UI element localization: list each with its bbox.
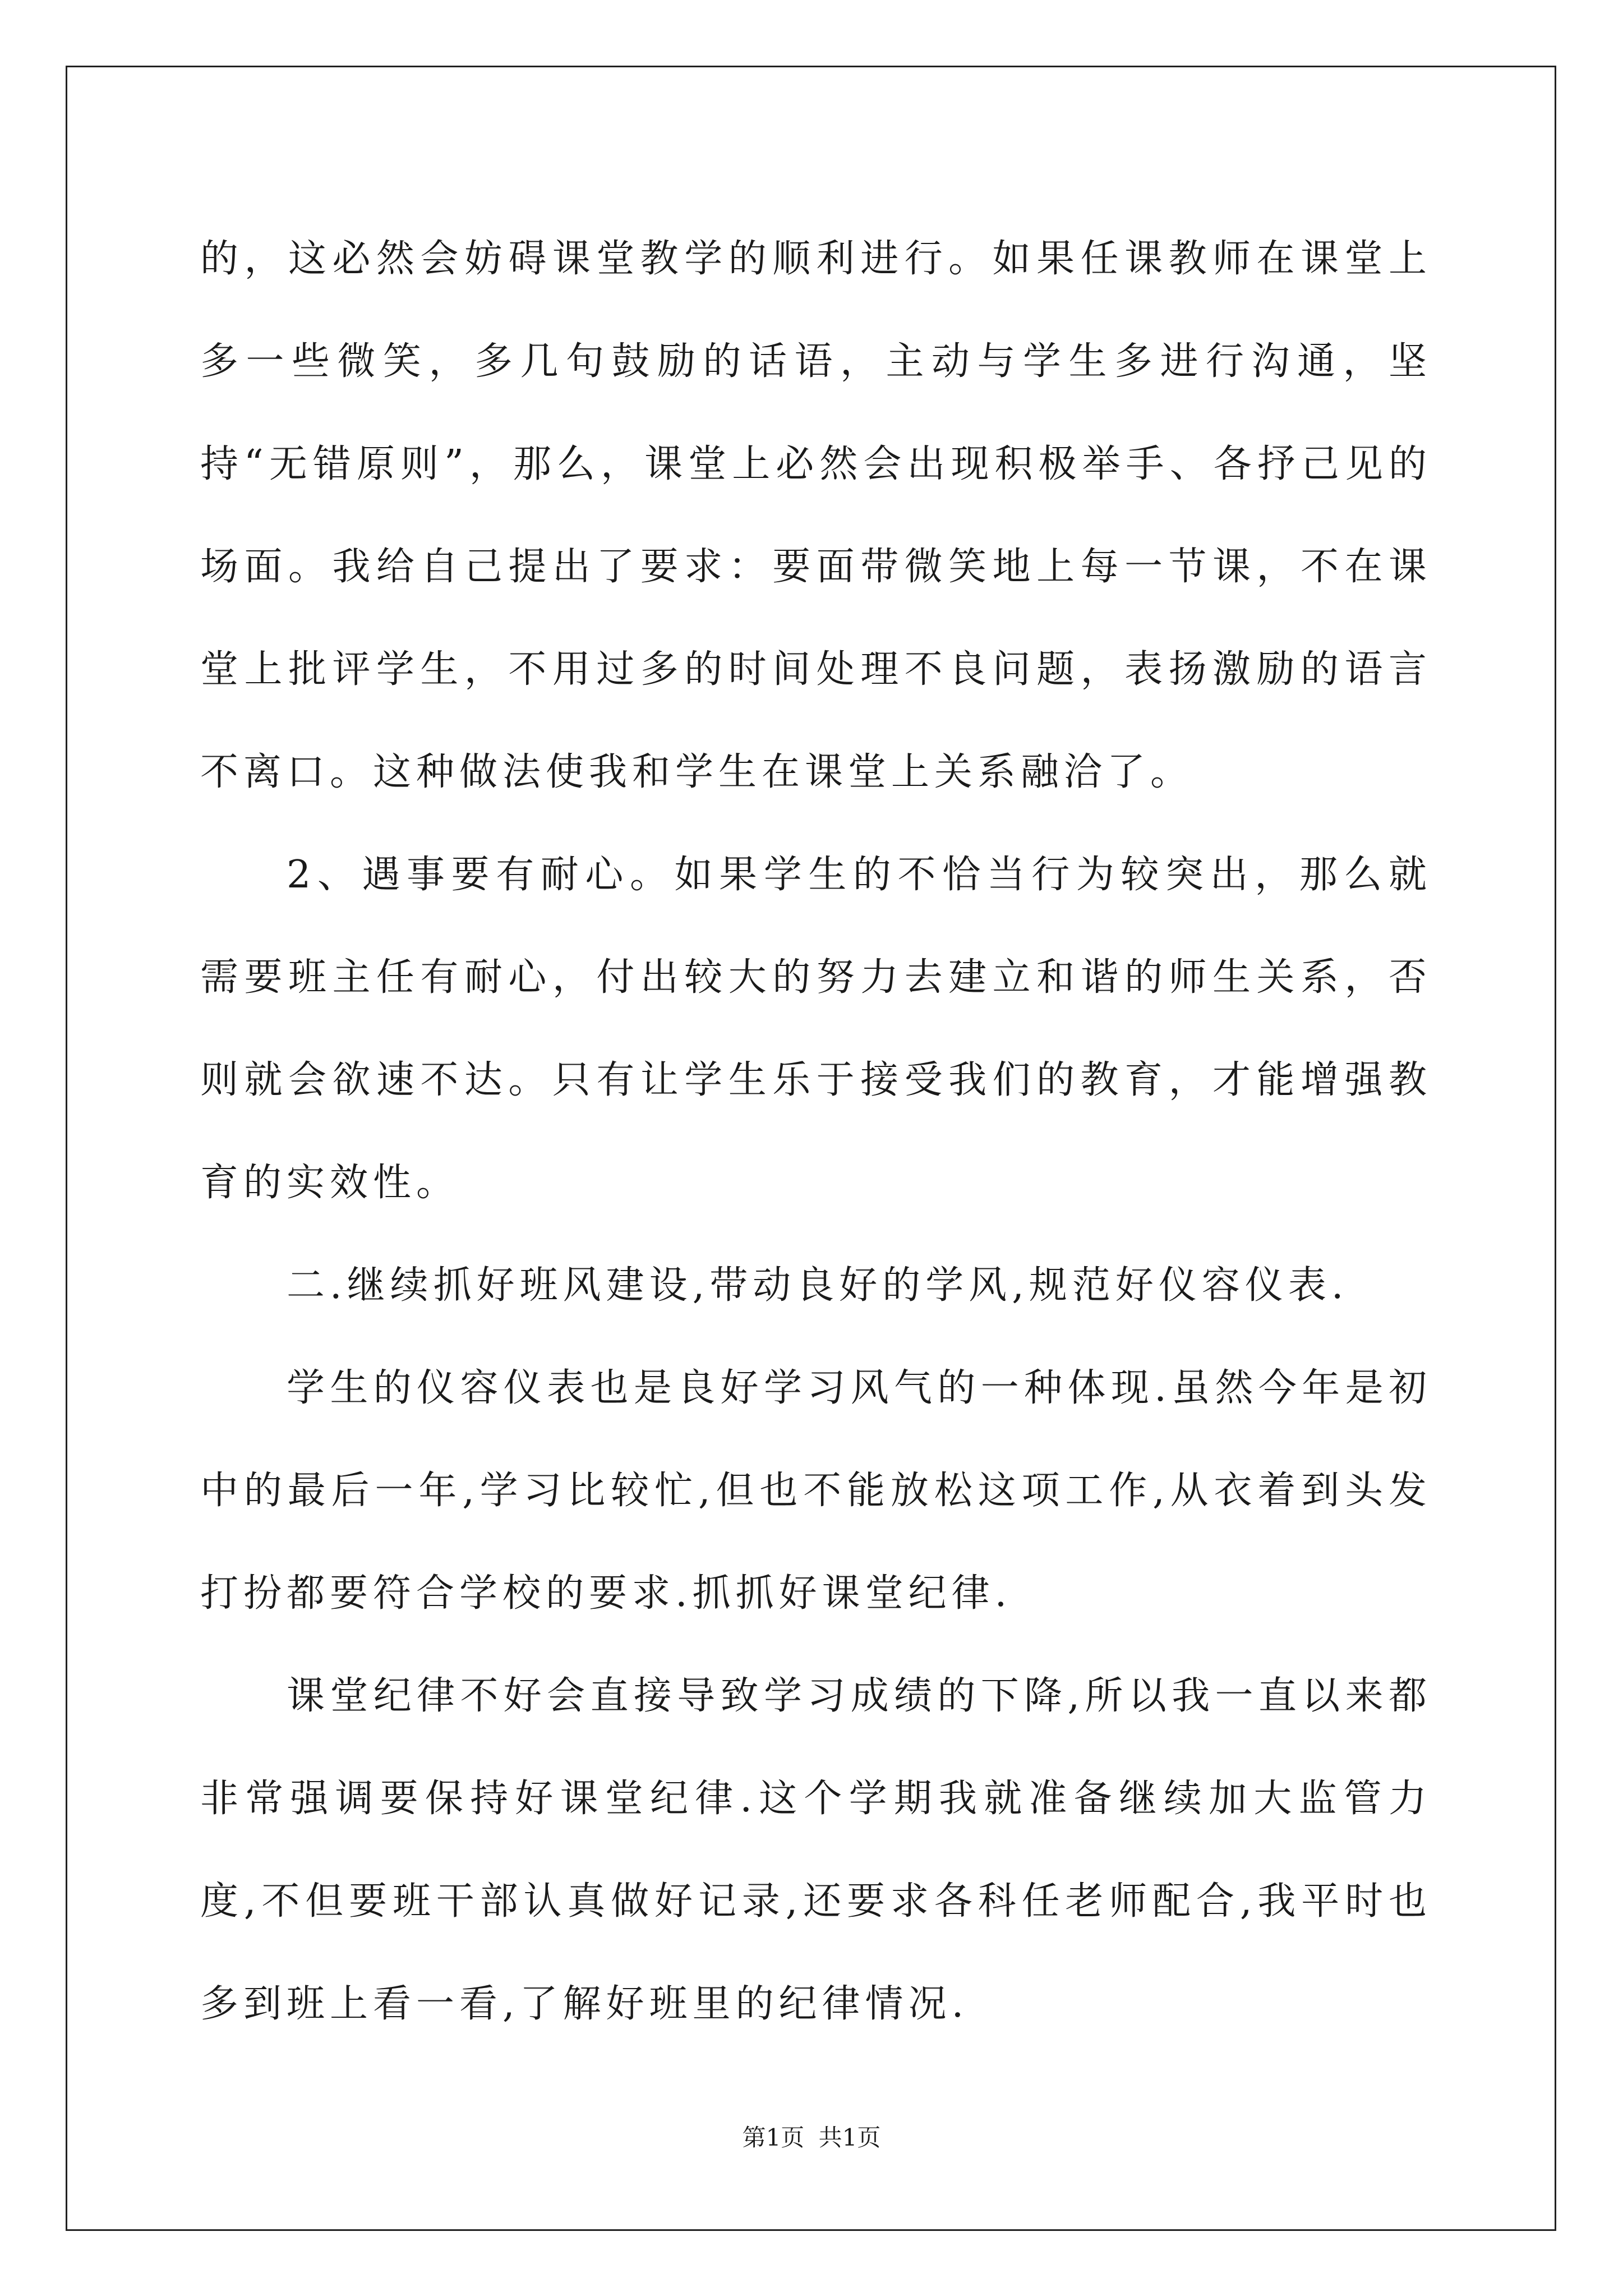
paragraph-discipline: 课堂纪律不好会直接导致学习成绩的下降,所以我一直以来都非常强调要保持好课堂纪律.这个学期我就准备继续加大监管力度,不但要班干部认真做好记录,还要求各科任老师配合,我平时也多到班上看一看,了解好班里的纪律情况. [200,1674,1432,2026]
paragraph-continued: 的，这必然会妨碍课堂教学的顺利进行。如果任课教师在课堂上多一些微笑，多几句鼓励的话语，主动与学生多进行沟通，坚持“无错原则”，那么，课堂上必然会出现积极举手、各抒己见的场面。我给自己提出了要求：要面带微笑地上每一节课，不在课堂上批评学生，不用过多的时间处理不良问题，表扬激励的语言不离口。这种做法使我和学生在课堂上关系融洽了。 [200,237,1432,794]
paragraph-patience: 2、遇事要有耐心。如果学生的不恰当行为较突出，那么就需要班主任有耐心，付出较大的努力去建立和谐的师生关系，否则就会欲速不达。只有让学生乐于接受我们的教育，才能增强教育的实效性。 [200,853,1432,1205]
page-footer [0,2119,1623,2153]
document-body [200,208,1432,2055]
page-total: 共1页 [818,2124,881,2151]
page-number: 第1页 [742,2124,805,2151]
section-heading: 二.继续抓好班风建设,带动良好的学风,规范好仪容仪表. [287,1263,1349,1308]
paragraph-appearance: 学生的仪容仪表也是良好学习风气的一种体现.虽然今年是初中的最后一年,学习比较忙,但也不能放松这项工作,从衣着到头发打扮都要符合学校的要求.抓抓好课堂纪律. [200,1366,1432,1616]
